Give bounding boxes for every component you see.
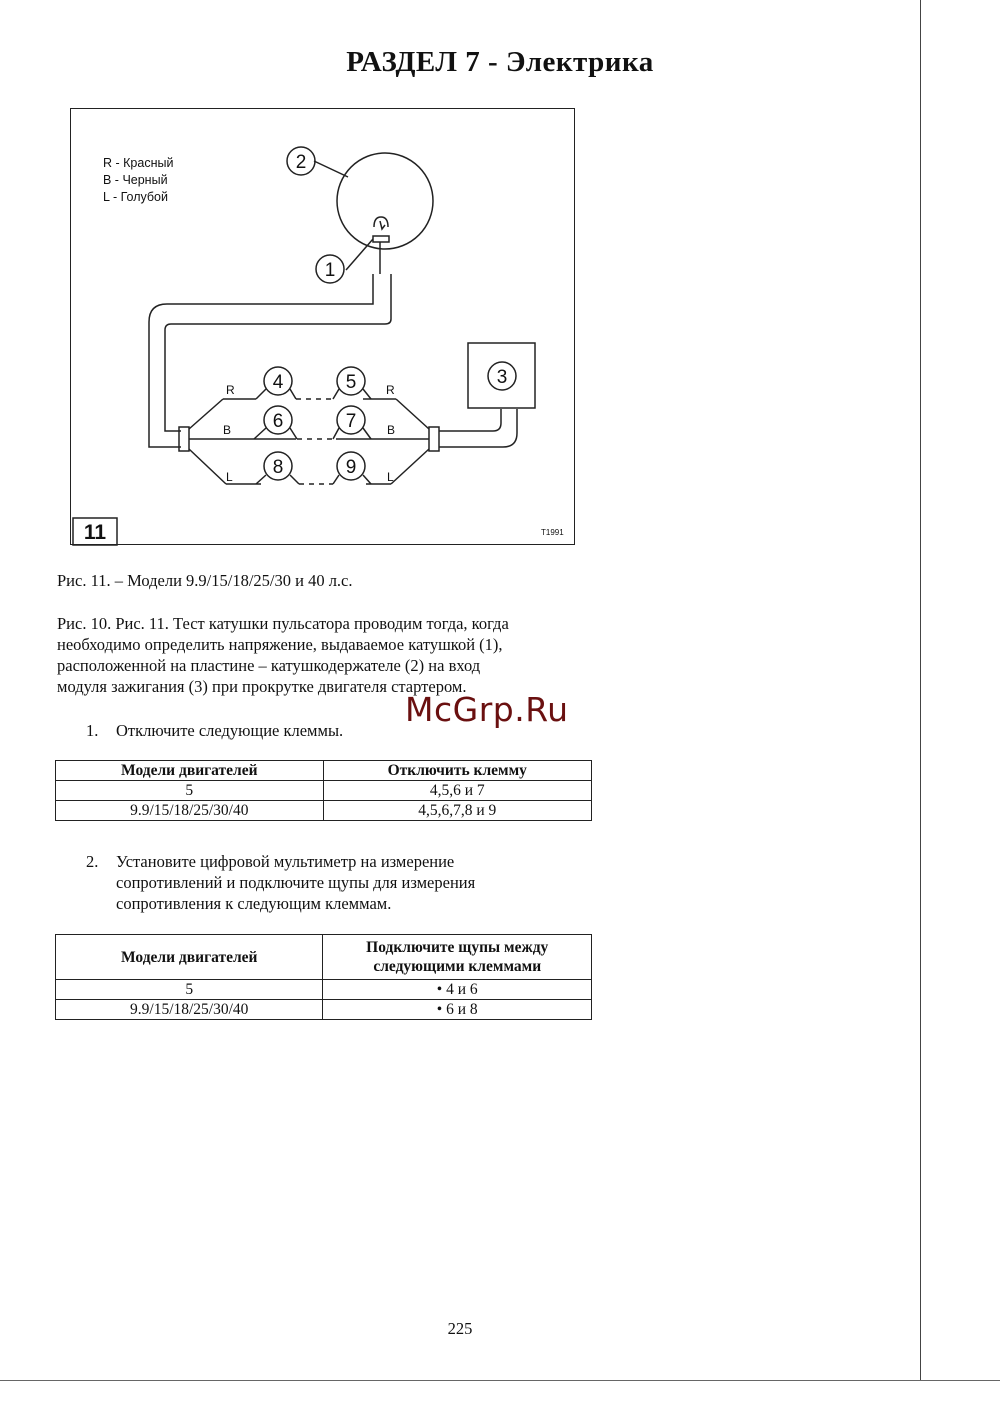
table-row	[56, 980, 592, 1000]
table-cell: 5	[56, 980, 323, 1000]
step-2-line: сопротивлений и подключите щупы для измерения	[116, 873, 476, 892]
table-cell: 5	[56, 781, 324, 801]
paragraph-line: расположенной на пластине – катушкодержателе (2) на вход	[57, 656, 481, 675]
callout-3-label: 3	[496, 367, 508, 388]
page-number: 225	[447, 1319, 473, 1338]
paragraph-line: необходимо определить напряжение, выдаваемое катушкой (1),	[57, 635, 503, 654]
figure-code: T1991	[541, 528, 564, 537]
table-cell: 4,5,6,7,8 и 9	[323, 801, 591, 821]
table-row	[56, 1000, 592, 1020]
legend-line-1: R - Красный	[103, 156, 174, 170]
coil-connector	[373, 236, 389, 242]
wiring-diagram-figure	[70, 108, 575, 545]
paragraph-line: модуля зажигания (3) при прокрутке двигателя стартером.	[57, 677, 467, 696]
table-cell: 9.9/15/18/25/30/40	[56, 1000, 323, 1020]
table-cell: 4,5,6 и 7	[323, 781, 591, 801]
page-title: РАЗДЕЛ 7 - Электрика	[346, 46, 654, 78]
step-1-number: 1.	[86, 721, 99, 740]
callout-2-label: 2	[295, 152, 307, 173]
wire-letter-b-left: B	[223, 423, 232, 437]
wire-letter-r-right: R	[386, 383, 395, 397]
table-header-row	[56, 761, 592, 781]
step-2-text	[116, 851, 475, 914]
legend-line-3: L - Голубой	[103, 190, 168, 204]
wire-letter-l-left: L	[226, 470, 233, 484]
callout-4-label: 4	[272, 372, 284, 393]
wire-letter-r-left: R	[226, 383, 235, 397]
step-2-line: Установите цифровой мультиметр на измерение	[116, 852, 455, 871]
figure-caption: Рис. 11. – Модели 9.9/15/18/25/30 и 40 л.с.	[57, 571, 353, 590]
callout-9-label: 9	[345, 457, 357, 478]
page-bottom-rule	[0, 1380, 1000, 1381]
table-header-row	[56, 935, 592, 980]
probe-terminals-table	[55, 934, 592, 1020]
table-row	[56, 801, 592, 821]
wire-letter-b-right: B	[387, 423, 396, 437]
step-2-number: 2.	[86, 852, 99, 871]
callout-8-label: 8	[272, 457, 284, 478]
table-header-cell: Подключите щупы между следующими клеммами	[323, 935, 592, 980]
page-edge-rule	[920, 0, 921, 1380]
table-cell: 9.9/15/18/25/30/40	[56, 801, 324, 821]
callout-6-label: 6	[272, 411, 284, 432]
disconnect-terminals-table	[55, 760, 592, 821]
paragraph-line: Рис. 10. Рис. 11. Тест катушки пульсатора проводим тогда, когда	[57, 614, 509, 633]
table-header-cell: Модели двигателей	[56, 935, 323, 980]
watermark: McGrp.Ru	[405, 690, 569, 729]
legend-line-2: B - Черный	[103, 173, 168, 187]
callout-1-label: 1	[324, 260, 336, 281]
table-header-cell: Отключить клемму	[323, 761, 591, 781]
intro-paragraph	[57, 613, 509, 697]
step-1-text: Отключите следующие клеммы.	[116, 721, 344, 740]
callout-7-label: 7	[345, 411, 357, 432]
coil-holder-plate	[337, 153, 433, 249]
wire-letter-l-right: L	[387, 470, 394, 484]
table-header-cell: Модели двигателей	[56, 761, 324, 781]
table-cell: • 4 и 6	[323, 980, 592, 1000]
table-row	[56, 781, 592, 801]
wiring-diagram	[71, 109, 576, 546]
callout-5-label: 5	[345, 372, 357, 393]
figure-number: 11	[83, 521, 107, 544]
table-cell: • 6 и 8	[323, 1000, 592, 1020]
step-2-line: сопротивления к следующим клеммам.	[116, 894, 392, 913]
